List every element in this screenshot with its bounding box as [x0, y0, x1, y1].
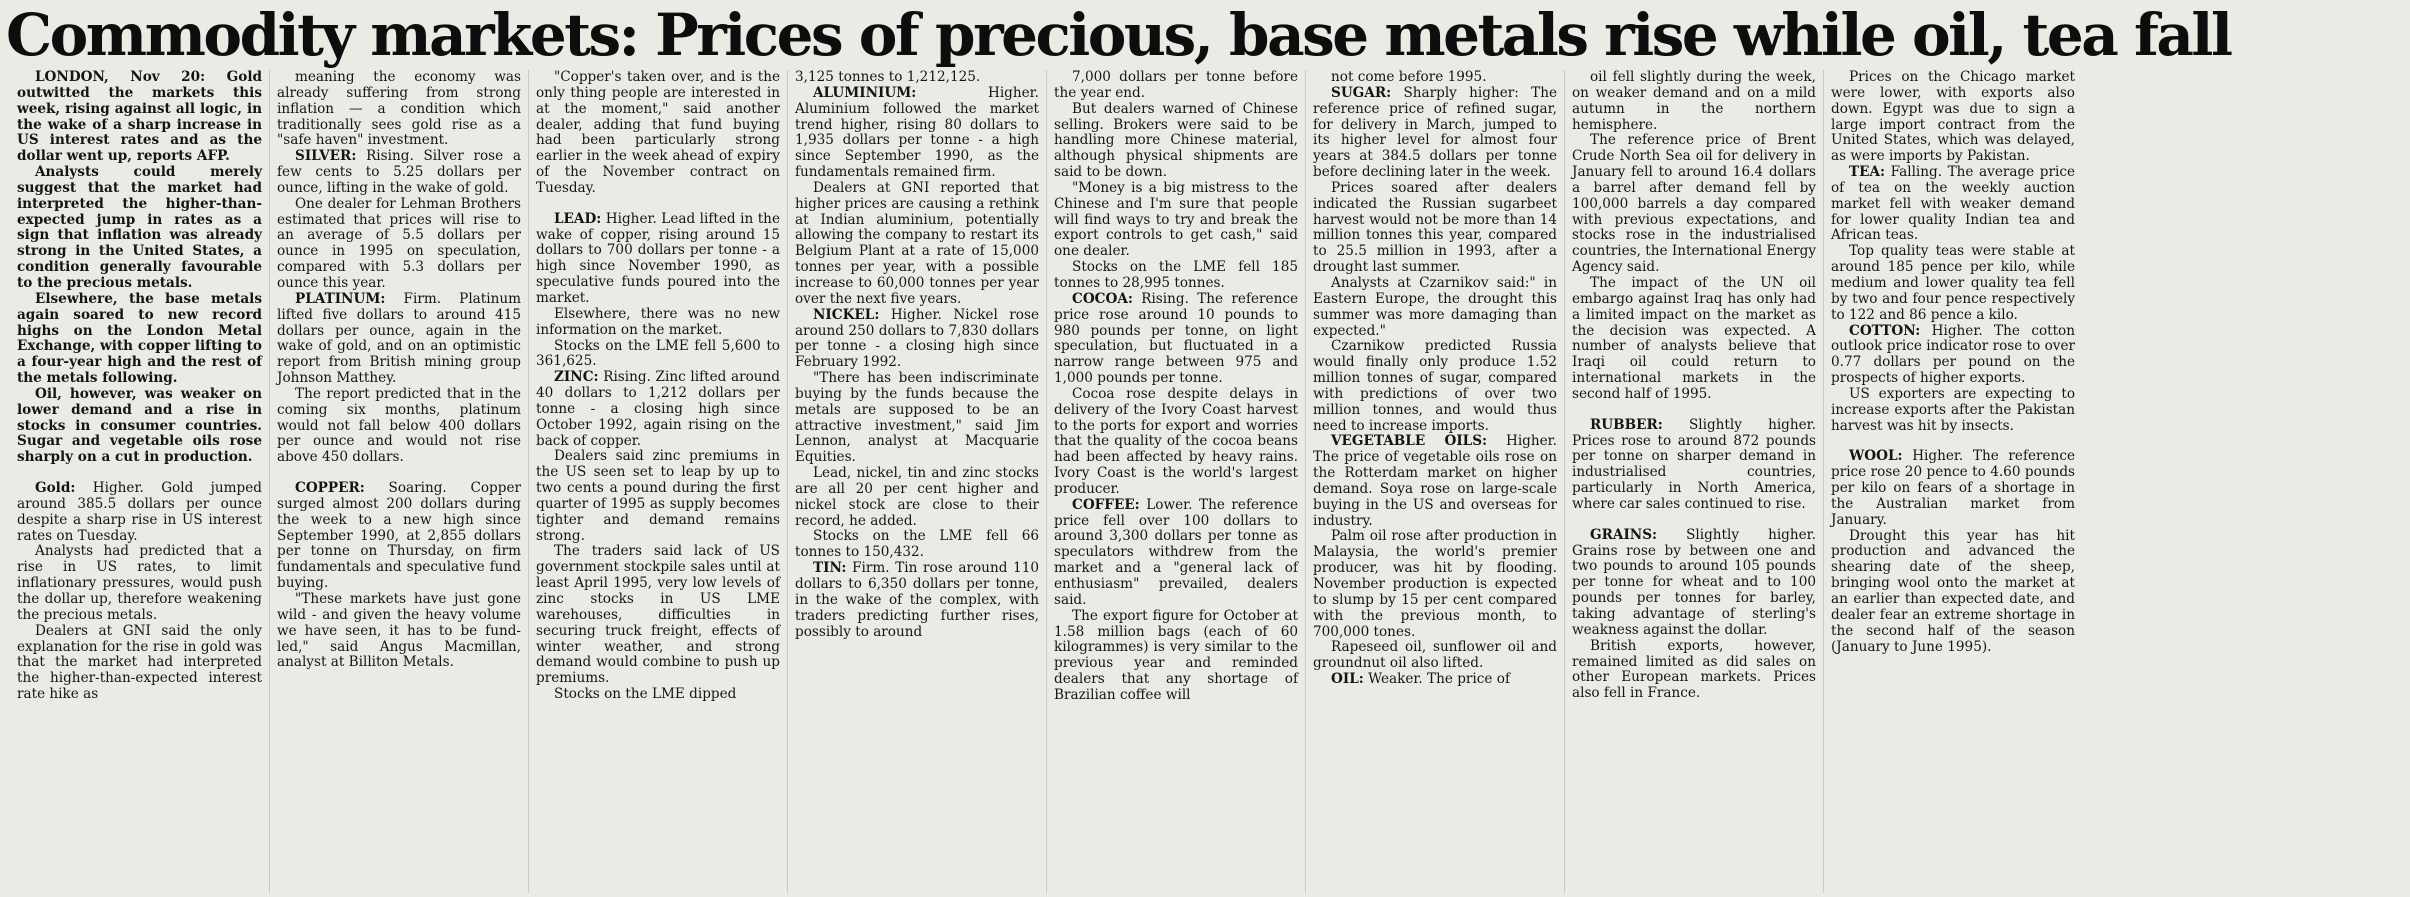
- paragraph: [17, 544, 262, 623]
- column-8: [1823, 70, 2082, 893]
- section-keyword: TEA:: [1849, 164, 1886, 181]
- paragraph-text: Lead, nickel, tin and zinc stocks are all 20 per cent higher and nickel stock are close to their record, he added.: [795, 465, 1039, 529]
- paragraph: [536, 212, 780, 307]
- column-6: [1305, 70, 1564, 893]
- paragraph: [795, 181, 1039, 308]
- paragraph-text: Dealers said zinc premiums in the US seen set to leap by up to two cents a pound during the first quarter of 1995 as supply becomes tighter and demand remains strong.: [536, 448, 780, 544]
- paragraph-text: Higher. Gold jumped around 385.5 dollars per ounce despite a sharp rise in US interest rates on Tuesday.: [17, 480, 262, 544]
- paragraph: [795, 529, 1039, 561]
- paragraph-text: "Copper's taken over, and is the only thing people are interested in at the moment," said another dealer, adding that fund buying had been particularly strong earlier in the week ahead of expiry of the November contract on Tuesday.: [536, 70, 780, 196]
- paragraph: [17, 624, 262, 703]
- section-keyword: ZINC:: [554, 369, 599, 386]
- paragraph-text: not come before 1995.: [1331, 70, 1487, 85]
- section-keyword: SILVER:: [295, 148, 357, 165]
- paragraph: [1831, 449, 2075, 528]
- paragraph-text: Firm. Platinum lifted five dollars to around 415 dollars per ounce, again in the wake of gold, and on an optimistic report from British mining group Johnson Matthey.: [277, 290, 521, 387]
- paragraph: [17, 481, 262, 544]
- paragraph-text: Stocks on the LME fell 185 tonnes to 28,995 tonnes.: [1054, 259, 1298, 291]
- paragraph-text: Higher. Nickel rose around 250 dollars to 7,830 dollars per tonne - a closing high since February 1992.: [795, 306, 1039, 371]
- section-keyword: TIN:: [813, 560, 847, 577]
- paragraph: [536, 370, 780, 449]
- paragraph-text: British exports, however, remained limited as did sales on other European markets. Prices also fell in France.: [1572, 637, 1816, 702]
- paragraph: [1572, 639, 1816, 702]
- paragraph: [1054, 181, 1298, 260]
- paragraph-text: oil fell slightly during the week, on weaker demand and on a mild autumn in the northern hemisphere.: [1572, 70, 1816, 133]
- section-keyword: COCOA:: [1072, 290, 1133, 307]
- section-keyword: GRAINS:: [1590, 526, 1658, 543]
- paragraph-text: Falling. The average price of tea on the weekly auction market fell with weaker demand for lower quality Indian tea and African teas.: [1831, 164, 2075, 244]
- paragraph-text: Elsewhere, there was no new information on the market.: [536, 305, 780, 338]
- paragraph: [277, 70, 521, 149]
- paragraph-text: The report predicted that in the coming six months, platinum would not fall below 400 dollars per ounce and would not rise above 450 dollars.: [277, 385, 521, 466]
- paragraph-text: Analysts had predicted that a rise in US rates, to limit inflationary pressures, would push the dollar up, therefore weakening the precious metals.: [17, 543, 262, 623]
- paragraph-text: The traders said lack of US government stockpile sales until at least April 1995, very low levels of zinc stocks in US LME warehouses, difficulties in securing truck freight, effects of winter weather, and strong demand would combine to push up premiums.: [536, 543, 780, 687]
- paragraph-text: Cocoa rose despite delays in delivery of the Ivory Coast harvest to the ports for export and worries that the quality of the cocoa beans had been affected by heavy rains. Ivory Coast is the world's largest producer.: [1054, 385, 1298, 497]
- section-keyword: PLATINUM:: [295, 290, 386, 307]
- paragraph-text: The reference price of Brent Crude North Sea oil for delivery in January fell to around 16.4 dollars a barrel after demand fell by 100,000 barrels a day compared with previous expectations, and stocks rose in the industrialised countries, the International Energy Agency said.: [1572, 132, 1816, 276]
- column-4: [787, 70, 1046, 893]
- paragraph-text: Elsewhere, the base metals again soared to new record highs on the London Metal Exchange, with copper lifting to a four-year high and the rest of the metals following.: [17, 290, 262, 387]
- paragraph-text: Higher. The reference price rose 20 pence to 4.60 pounds per kilo on fears of a shortage in the Australian market from January.: [1831, 448, 2075, 528]
- paragraph-text: Oil, however, was weaker on lower demand and a rise in stocks in consumer countries. Sugar and vegetable oils rose sharply on a cut in production.: [17, 385, 262, 466]
- column-7: [1564, 70, 1823, 893]
- paragraph: [1054, 498, 1298, 609]
- paragraph: [536, 449, 780, 544]
- paragraph: [795, 371, 1039, 466]
- paragraph-text: Rapeseed oil, sunflower oil and groundnut oil also lifted.: [1313, 639, 1557, 672]
- paragraph: [1054, 70, 1298, 102]
- column-2: [269, 70, 528, 893]
- paragraph-text: Palm oil rose after production in Malaysia, the world's premier producer, was hit by flooding. November production is expected to slump by 15 per cent compared with the previous month, to 700,000 tones.: [1313, 528, 1557, 640]
- paragraph-text: Prices on the Chicago market were lower, with exports also down. Egypt was due to sign a large import contract from the United States, which was delayed, as were imports by Pakistan.: [1831, 70, 2075, 165]
- paragraph-text: LONDON, Nov 20: Gold outwitted the markets this week, rising against all logic, in the wake of a sharp increase in US interest rates and as the dollar went up, reports AFP.: [17, 70, 262, 165]
- paragraph-text: Higher. The price of vegetable oils rose on the Rotterdam market on higher demand. Soya rose on large-scale buying in the US and overseas for industry.: [1313, 433, 1557, 529]
- paragraph: [536, 307, 780, 339]
- paragraph: [1831, 387, 2075, 435]
- section-keyword: Gold:: [35, 480, 76, 497]
- paragraph-text: US exporters are expecting to increase exports after the Pakistan harvest was hit by insects.: [1831, 385, 2075, 434]
- paragraph-text: Stocks on the LME fell 66 tonnes to 150,432.: [795, 528, 1039, 561]
- paragraph: [1313, 640, 1557, 672]
- paragraph: [1831, 529, 2075, 656]
- paragraph: [1313, 339, 1557, 434]
- paragraph-text: Slightly higher. Grains rose by between one and two pounds to around 105 pounds per tonne for wheat and to 100 pounds per tonnes for barley, taking advantage of sterling's weakness against the dollar.: [1572, 526, 1816, 638]
- paragraph-text: Dealers at GNI reported that higher prices are causing a rethink at Indian aluminium, potentially allowing the company to restart its Belgium Plant at a rate of 15,000 tonnes per year, with a possible increase to 60,000 tonnes per year over the next five years.: [795, 179, 1039, 307]
- paragraph: [1054, 102, 1298, 181]
- paragraph-text: Rising. The reference price rose around 10 pounds to 980 pounds per tonne, on light speculation, but fluctuated in a narrow range between 975 and 1,000 pounds per tonne.: [1054, 290, 1298, 387]
- paragraph-text: Slightly higher. Prices rose to around 872 pounds per tonne on sharper demand in industrialised countries, particularly in North America, where car sales continued to rise.: [1572, 416, 1816, 512]
- paragraph-text: Dealers at GNI said the only explanation for the rise in gold was that the market had interpreted the higher-than-expected interest rate hike as: [17, 622, 262, 703]
- paragraph: [795, 70, 1039, 86]
- paragraph: [1572, 528, 1816, 639]
- paragraph: [1054, 292, 1298, 387]
- section-keyword: RUBBER:: [1590, 416, 1663, 433]
- paragraph-text: But dealers warned of Chinese selling. Brokers were said to be handling more Chinese material, although physical shipments are said to be down.: [1054, 100, 1298, 181]
- section-keyword: SUGAR:: [1331, 84, 1392, 101]
- paragraph-text: Higher. Lead lifted in the wake of copper, rising around 15 dollars to 700 dollars per tonne - a high since November 1990, as speculative funds poured into the market.: [536, 210, 780, 306]
- paragraph-text: Prices soared after dealers indicated the Russian sugarbeet harvest would not be more than 14 million tonnes this year, compared to 25.5 million in 1993, after a drought last summer.: [1313, 179, 1557, 276]
- column-3: [528, 70, 787, 893]
- paragraph-text: Higher. Aluminium followed the market trend higher, rising 80 dollars to 1,935 dollars per tonne - a high since September 1990, as the fundamentals remained firm.: [795, 84, 1039, 181]
- paragraph: [17, 387, 262, 466]
- paragraph-text: Drought this year has hit production and advanced the shearing date of the sheep, bringing wool onto the market at an earlier than expected date, and dealer fear an extreme shortage in the second half of the season (January to June 1995).: [1831, 527, 2075, 655]
- paragraph: [795, 86, 1039, 181]
- paragraph-text: Lower. The reference price fell over 100 dollars to around 3,300 dollars per tonne as speculators withdrew from the market and a "general lack of enthusiasm" prevailed, dealers said.: [1054, 496, 1298, 608]
- paragraph: [795, 561, 1039, 640]
- paragraph-text: Soaring. Copper surged almost 200 dollars during the week to a new high since September 1990, at 2,855 dollars per tonne on Thursday, on firm fundamentals and speculative fund buying.: [277, 480, 521, 592]
- section-keyword: WOOL:: [1849, 448, 1903, 465]
- paragraph-text: Sharply higher: The reference price of refined sugar, for delivery in March, jumped to its higher level for almost four years at 384.5 dollars per tonne before declining later in the week.: [1313, 84, 1557, 181]
- paragraph: [277, 197, 521, 292]
- paragraph-text: One dealer for Lehman Brothers estimated that prices will rise to an average of 5.5 dollars per ounce in 1995 on speculation, compared with 5.3 dollars per ounce this year.: [277, 195, 521, 291]
- paragraph-text: Top quality teas were stable at around 185 pence per kilo, while medium and lower quality tea fell by two and four pence respectively to 122 and 86 pence a kilo.: [1831, 243, 2075, 323]
- paragraph: [1313, 86, 1557, 181]
- paragraph: [536, 687, 780, 703]
- paragraph-text: Stocks on the LME fell 5,600 to 361,625.: [536, 337, 780, 370]
- paragraph-text: Rising. Zinc lifted around 40 dollars to 1,212 dollars per tonne - a closing high since October 1992, again rising on the back of copper.: [536, 369, 780, 449]
- paragraph: [1831, 165, 2075, 244]
- paragraph-text: "There has been indiscriminate buying by the funds because the metals are supposed to be an attractive investment," said Jim Lennon, analyst at Macquarie Equities.: [795, 370, 1039, 466]
- paragraph-text: "These markets have just gone wild - and given the heavy volume we have seen, it has to be fund-led," said Angus Macmillan, analyst at Billiton Metals.: [277, 591, 521, 671]
- paragraph-text: meaning the economy was already suffering from strong inflation — a condition which traditionally sees gold rise as a "safe haven" investment.: [277, 70, 521, 149]
- paragraph-text: Analysts at Czarnikov said:" in Eastern Europe, the drought this summer was more damaging than expected.": [1313, 274, 1557, 339]
- section-keyword: COTTON:: [1849, 322, 1921, 339]
- paragraph: [277, 292, 521, 387]
- paragraph-text: 3,125 tonnes to 1,212,125.: [795, 70, 981, 85]
- paragraph: [795, 308, 1039, 371]
- paragraph-text: Rising. Silver rose a few cents to 5.25 dollars per ounce, lifting in the wake of gold.: [277, 148, 521, 196]
- paragraph-text: Weaker. The price of: [1363, 671, 1510, 688]
- paragraph-text: The impact of the UN oil embargo against Iraq has only had a limited impact on the market as the decision was expected. A number of analysts believe that Iraqi oil could return to international markets in the second half of 1995.: [1572, 274, 1816, 402]
- section-keyword: COPPER:: [295, 480, 365, 497]
- paragraph: [1572, 276, 1816, 403]
- section-keyword: ALUMINIUM:: [813, 84, 917, 101]
- paragraph: [1831, 324, 2075, 387]
- section-keyword: OIL:: [1331, 671, 1364, 688]
- paragraph: [17, 165, 262, 292]
- paragraph: [17, 292, 262, 387]
- paragraph: [1054, 260, 1298, 292]
- paragraph: [1313, 672, 1557, 688]
- paragraph: [277, 149, 521, 197]
- headline: Commodity markets: Prices of precious, base metals rise while oil, tea fall: [6, 1, 2231, 69]
- paragraph: [1572, 70, 1816, 133]
- paragraph: [1313, 529, 1557, 640]
- paragraph: [277, 481, 521, 592]
- paragraph: [1313, 276, 1557, 339]
- paragraph: [795, 466, 1039, 529]
- paragraph: [536, 544, 780, 687]
- paragraph: [536, 70, 780, 197]
- paragraph: [1572, 418, 1816, 513]
- paragraph: [1572, 133, 1816, 276]
- paragraph-text: The export figure for October at 1.58 million bags (each of 60 kilogrammes) is very similar to the previous year and reminded dealers that any shortage of Brazilian coffee will: [1054, 607, 1298, 703]
- paragraph-text: Stocks on the LME dipped: [554, 686, 737, 703]
- section-keyword: NICKEL:: [813, 306, 880, 323]
- column-1: [10, 70, 269, 893]
- paragraph: [1054, 609, 1298, 704]
- paragraph-text: Czarnikow predicted Russia would finally only produce 1.52 million tonnes of sugar, compared with predictions of over two million tonnes, and would thus need to increase imports.: [1313, 338, 1557, 434]
- paragraph: [1831, 244, 2075, 323]
- section-keyword: LEAD:: [554, 210, 602, 227]
- paragraph: [536, 339, 780, 371]
- paragraph: [17, 70, 262, 165]
- paragraph: [277, 592, 521, 671]
- paragraph: [1313, 434, 1557, 529]
- paragraph-text: "Money is a big mistress to the Chinese and I'm sure that people will find ways to try and break the export controls to get cash," said one dealer.: [1054, 179, 1298, 260]
- paragraph: [1831, 70, 2075, 165]
- article-body: [10, 70, 2402, 893]
- paragraph: [1313, 70, 1557, 86]
- paragraph-text: Higher. The cotton outlook price indicator rose to over 0.77 dollars per pound on the prospects of higher exports.: [1831, 322, 2075, 387]
- column-5: [1046, 70, 1305, 893]
- section-keyword: VEGETABLE OILS:: [1331, 433, 1488, 450]
- paragraph: [1054, 387, 1298, 498]
- paragraph-text: Firm. Tin rose around 110 dollars to 6,350 dollars per tonne, in the wake of the complex, with traders predicting further rises, possibly to around: [795, 560, 1039, 640]
- paragraph: [277, 387, 521, 466]
- paragraph-text: Analysts could merely suggest that the market had interpreted the higher-than-expected jump in rates as a sign that inflation was already strong in the United States, a condition generally favourable to the precious metals.: [17, 164, 262, 291]
- paragraph-text: 7,000 dollars per tonne before the year end.: [1054, 70, 1298, 101]
- section-keyword: COFFEE:: [1072, 496, 1140, 513]
- paragraph: [1313, 181, 1557, 276]
